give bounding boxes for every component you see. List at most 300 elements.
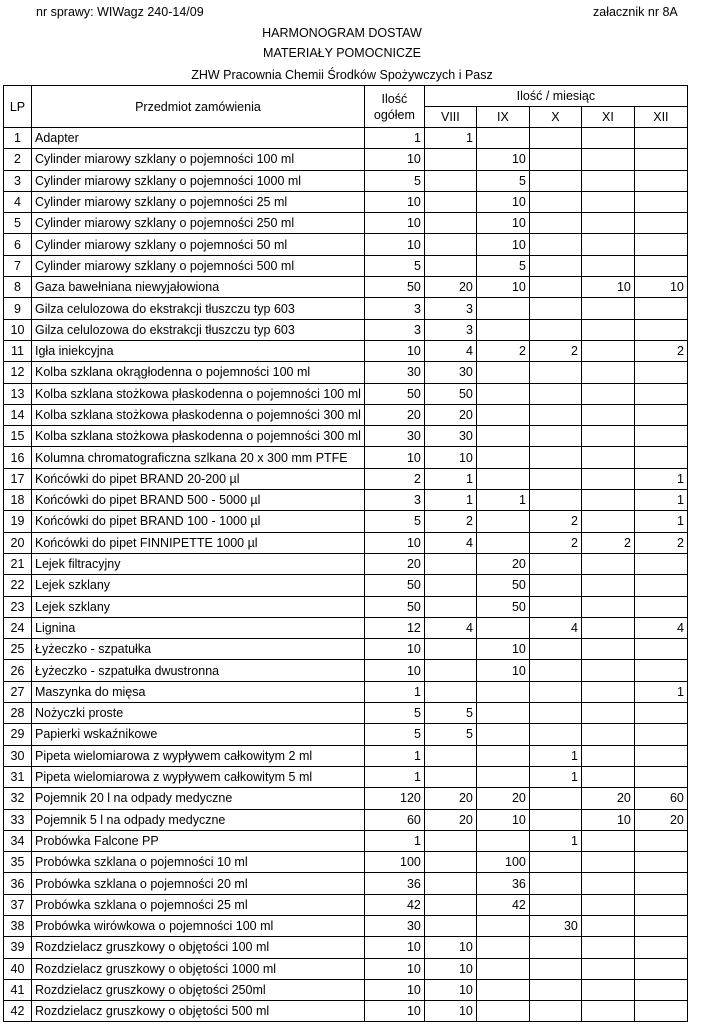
- row-month-qty: [634, 639, 687, 660]
- row-month-qty: [424, 255, 476, 276]
- row-month-qty: [529, 277, 581, 298]
- row-month-qty: [529, 426, 581, 447]
- row-lp: 4: [4, 191, 32, 212]
- table-row: [4, 383, 688, 404]
- row-month-qty: [581, 553, 634, 574]
- table-row: [4, 915, 688, 936]
- table-row: [4, 362, 688, 383]
- row-month-qty: [476, 468, 529, 489]
- row-month-qty: 4: [634, 617, 687, 638]
- row-total: 10: [364, 937, 424, 958]
- row-month-qty: [634, 404, 687, 425]
- row-total: 10: [364, 639, 424, 660]
- row-total: 20: [364, 404, 424, 425]
- table-row: [4, 511, 688, 532]
- row-month-qty: [476, 532, 529, 553]
- row-month-qty: 4: [424, 340, 476, 361]
- row-item-name: Probówka wirówkowa o pojemności 100 ml: [32, 915, 365, 936]
- document-subtitle: MATERIAŁY POMOCNICZE: [263, 46, 421, 60]
- row-month-qty: [634, 234, 687, 255]
- row-item-name: Lejek filtracyjny: [32, 553, 365, 574]
- row-month-qty: [476, 766, 529, 787]
- row-month-qty: 10: [424, 958, 476, 979]
- row-item-name: Rozdzielacz gruszkowy o objętości 250ml: [32, 979, 365, 1000]
- row-month-qty: 1: [529, 745, 581, 766]
- row-month-qty: [634, 873, 687, 894]
- row-month-qty: 30: [424, 426, 476, 447]
- row-month-qty: [634, 596, 687, 617]
- row-item-name: Łyżeczko - szpatułka: [32, 639, 365, 660]
- row-total: 50: [364, 596, 424, 617]
- row-item-name: Cylinder miarowy szklany o pojemności 50 ml: [32, 234, 365, 255]
- row-month-qty: 20: [581, 788, 634, 809]
- row-month-qty: [529, 873, 581, 894]
- row-month-qty: [424, 660, 476, 681]
- row-item-name: Cylinder miarowy szklany o pojemności 250 ml: [32, 213, 365, 234]
- row-month-qty: [424, 915, 476, 936]
- row-month-qty: 2: [581, 532, 634, 553]
- row-total: 50: [364, 383, 424, 404]
- row-total: 2: [364, 468, 424, 489]
- header-lp: LP: [4, 86, 32, 128]
- table-row: [4, 149, 688, 170]
- row-total: 50: [364, 277, 424, 298]
- header-total: [364, 86, 424, 128]
- table-row: [4, 553, 688, 574]
- row-month-qty: [581, 362, 634, 383]
- row-month-qty: [476, 724, 529, 745]
- table-row: [4, 703, 688, 724]
- row-month-qty: [529, 894, 581, 915]
- row-month-qty: 1: [424, 128, 476, 149]
- row-month-qty: 1: [634, 681, 687, 702]
- row-total: 10: [364, 149, 424, 170]
- row-lp: 32: [4, 788, 32, 809]
- table-row: [4, 213, 688, 234]
- row-item-name: Probówka Falcone PP: [32, 830, 365, 851]
- row-month-qty: 60: [634, 788, 687, 809]
- row-total: 10: [364, 191, 424, 212]
- row-month-qty: [634, 170, 687, 191]
- row-month-qty: [634, 298, 687, 319]
- row-lp: 37: [4, 894, 32, 915]
- row-month-qty: [476, 745, 529, 766]
- row-total: 10: [364, 340, 424, 361]
- table-row: [4, 596, 688, 617]
- row-month-qty: [634, 383, 687, 404]
- row-month-qty: [424, 852, 476, 873]
- row-total: 30: [364, 362, 424, 383]
- table-row: [4, 852, 688, 873]
- row-month-qty: [581, 575, 634, 596]
- row-item-name: Kolba szklana okrągłodenna o pojemności 100 ml: [32, 362, 365, 383]
- row-month-qty: 2: [634, 532, 687, 553]
- row-lp: 26: [4, 660, 32, 681]
- row-total: 3: [364, 319, 424, 340]
- row-total: 3: [364, 490, 424, 511]
- row-month-qty: [581, 894, 634, 915]
- row-month-qty: [581, 319, 634, 340]
- row-month-qty: [424, 149, 476, 170]
- row-lp: 29: [4, 724, 32, 745]
- row-item-name: Probówka szklana o pojemności 25 ml: [32, 894, 365, 915]
- row-month-qty: 2: [529, 532, 581, 553]
- row-lp: 22: [4, 575, 32, 596]
- row-month-qty: [529, 937, 581, 958]
- header-month: IX: [476, 107, 529, 128]
- row-total: 5: [364, 255, 424, 276]
- row-month-qty: [476, 937, 529, 958]
- table-row: [4, 979, 688, 1000]
- row-lp: 35: [4, 852, 32, 873]
- row-month-qty: [581, 852, 634, 873]
- row-month-qty: [581, 617, 634, 638]
- row-month-qty: [424, 830, 476, 851]
- row-total: 1: [364, 681, 424, 702]
- row-month-qty: [634, 660, 687, 681]
- row-month-qty: [529, 383, 581, 404]
- row-month-qty: 10: [424, 447, 476, 468]
- row-month-qty: 30: [424, 362, 476, 383]
- row-month-qty: [476, 319, 529, 340]
- table-row: [4, 660, 688, 681]
- row-month-qty: 10: [476, 277, 529, 298]
- row-item-name: Igła iniekcyjna: [32, 340, 365, 361]
- row-month-qty: [424, 745, 476, 766]
- row-month-qty: [634, 191, 687, 212]
- row-month-qty: [424, 873, 476, 894]
- row-lp: 15: [4, 426, 32, 447]
- row-lp: 11: [4, 340, 32, 361]
- row-month-qty: [634, 426, 687, 447]
- row-month-qty: 42: [476, 894, 529, 915]
- row-month-qty: [476, 362, 529, 383]
- row-month-qty: [529, 809, 581, 830]
- row-month-qty: [581, 830, 634, 851]
- row-month-qty: 5: [424, 724, 476, 745]
- row-total: 30: [364, 915, 424, 936]
- row-lp: 3: [4, 170, 32, 191]
- row-month-qty: [529, 660, 581, 681]
- row-month-qty: [634, 362, 687, 383]
- table-row: [4, 766, 688, 787]
- row-total: 10: [364, 958, 424, 979]
- row-month-qty: [581, 234, 634, 255]
- row-month-qty: [634, 575, 687, 596]
- row-month-qty: 10: [581, 809, 634, 830]
- row-item-name: Końcówki do pipet BRAND 500 - 5000 µl: [32, 490, 365, 511]
- row-month-qty: [529, 234, 581, 255]
- row-month-qty: [476, 426, 529, 447]
- row-month-qty: [424, 681, 476, 702]
- header-monthly: Ilość / miesiąc: [424, 86, 687, 107]
- row-month-qty: 20: [476, 788, 529, 809]
- row-lp: 23: [4, 596, 32, 617]
- row-month-qty: 10: [476, 809, 529, 830]
- table-row: [4, 1001, 688, 1022]
- header-item: Przedmiot zamówienia: [32, 86, 365, 128]
- row-lp: 36: [4, 873, 32, 894]
- row-total: 120: [364, 788, 424, 809]
- row-month-qty: [476, 703, 529, 724]
- row-month-qty: [581, 340, 634, 361]
- row-month-qty: [529, 703, 581, 724]
- table-row: [4, 340, 688, 361]
- row-month-qty: [424, 191, 476, 212]
- row-month-qty: [529, 468, 581, 489]
- row-month-qty: 100: [476, 852, 529, 873]
- table-row: [4, 277, 688, 298]
- row-item-name: Pojemnik 20 l na odpady medyczne: [32, 788, 365, 809]
- row-month-qty: 5: [424, 703, 476, 724]
- row-month-qty: [581, 660, 634, 681]
- row-month-qty: 1: [634, 490, 687, 511]
- row-item-name: Łyżeczko - szpatułka dwustronna: [32, 660, 365, 681]
- row-total: 50: [364, 575, 424, 596]
- row-month-qty: 10: [476, 191, 529, 212]
- row-month-qty: 2: [476, 340, 529, 361]
- row-month-qty: 5: [476, 255, 529, 276]
- row-month-qty: [634, 766, 687, 787]
- table-row: [4, 447, 688, 468]
- row-item-name: Kolba szklana stożkowa płaskodenna o pojemności 300 ml: [32, 404, 365, 425]
- row-month-qty: [634, 894, 687, 915]
- row-item-name: Lejek szklany: [32, 596, 365, 617]
- row-item-name: Końcówki do pipet BRAND 20-200 µl: [32, 468, 365, 489]
- row-total: 5: [364, 511, 424, 532]
- table-row: [4, 319, 688, 340]
- row-month-qty: [476, 128, 529, 149]
- table-row: [4, 873, 688, 894]
- row-total: 60: [364, 809, 424, 830]
- row-month-qty: [424, 766, 476, 787]
- row-lp: 24: [4, 617, 32, 638]
- row-month-qty: [529, 958, 581, 979]
- row-month-qty: 1: [476, 490, 529, 511]
- laboratory-name: ZHW Pracownia Chemii Środków Spożywczych i Pasz: [191, 68, 493, 82]
- row-month-qty: [529, 170, 581, 191]
- row-total: 1: [364, 830, 424, 851]
- row-month-qty: [529, 681, 581, 702]
- row-total: 1: [364, 766, 424, 787]
- row-total: 42: [364, 894, 424, 915]
- row-month-qty: [581, 149, 634, 170]
- row-month-qty: [581, 639, 634, 660]
- row-lp: 5: [4, 213, 32, 234]
- row-month-qty: 5: [476, 170, 529, 191]
- row-month-qty: 4: [424, 532, 476, 553]
- table-row: [4, 426, 688, 447]
- row-month-qty: [424, 575, 476, 596]
- row-item-name: Końcówki do pipet FINNIPETTE 1000 µl: [32, 532, 365, 553]
- row-month-qty: 2: [424, 511, 476, 532]
- table-row: [4, 255, 688, 276]
- row-month-qty: 1: [529, 830, 581, 851]
- row-item-name: Pipeta wielomiarowa z wypływem całkowitym 2 ml: [32, 745, 365, 766]
- row-month-qty: 20: [634, 809, 687, 830]
- row-lp: 14: [4, 404, 32, 425]
- row-month-qty: [581, 298, 634, 319]
- row-month-qty: [581, 958, 634, 979]
- row-total: 10: [364, 447, 424, 468]
- row-month-qty: [634, 915, 687, 936]
- document-title: HARMONOGRAM DOSTAW: [262, 26, 422, 40]
- row-month-qty: [476, 298, 529, 319]
- row-month-qty: [529, 490, 581, 511]
- table-row: [4, 830, 688, 851]
- row-month-qty: [634, 830, 687, 851]
- row-lp: 8: [4, 277, 32, 298]
- row-total: 10: [364, 660, 424, 681]
- row-item-name: Kolba szklana stożkowa płaskodenna o pojemności 300 ml: [32, 426, 365, 447]
- row-month-qty: [529, 979, 581, 1000]
- row-item-name: Adapter: [32, 128, 365, 149]
- row-lp: 18: [4, 490, 32, 511]
- row-month-qty: 50: [476, 575, 529, 596]
- attachment-label: załacznik nr 8A: [593, 5, 678, 19]
- row-lp: 16: [4, 447, 32, 468]
- row-month-qty: 10: [476, 660, 529, 681]
- row-month-qty: [581, 170, 634, 191]
- row-total: 5: [364, 703, 424, 724]
- row-month-qty: [476, 404, 529, 425]
- case-number: nr sprawy: WIWagz 240-14/09: [36, 5, 204, 19]
- row-month-qty: [424, 596, 476, 617]
- row-month-qty: 3: [424, 319, 476, 340]
- row-total: 5: [364, 170, 424, 191]
- row-month-qty: [634, 213, 687, 234]
- row-item-name: Probówka szklana o pojemności 20 ml: [32, 873, 365, 894]
- row-month-qty: 10: [476, 639, 529, 660]
- row-month-qty: [581, 447, 634, 468]
- row-lp: 25: [4, 639, 32, 660]
- row-lp: 9: [4, 298, 32, 319]
- table-row: [4, 490, 688, 511]
- row-month-qty: [581, 937, 634, 958]
- row-lp: 2: [4, 149, 32, 170]
- row-lp: 21: [4, 553, 32, 574]
- row-item-name: Cylinder miarowy szklany o pojemności 100 ml: [32, 149, 365, 170]
- row-lp: 33: [4, 809, 32, 830]
- row-lp: 6: [4, 234, 32, 255]
- table-body: [4, 128, 688, 1022]
- row-month-qty: [424, 213, 476, 234]
- table-row: [4, 170, 688, 191]
- row-item-name: Rozdzielacz gruszkowy o objętości 100 ml: [32, 937, 365, 958]
- row-month-qty: [424, 894, 476, 915]
- row-lp: 38: [4, 915, 32, 936]
- row-item-name: Papierki wskaźnikowe: [32, 724, 365, 745]
- row-month-qty: [634, 553, 687, 574]
- row-month-qty: [581, 213, 634, 234]
- row-item-name: Cylinder miarowy szklany o pojemności 500 ml: [32, 255, 365, 276]
- row-lp: 10: [4, 319, 32, 340]
- table-row: [4, 958, 688, 979]
- row-month-qty: [634, 937, 687, 958]
- row-month-qty: 1: [424, 468, 476, 489]
- row-month-qty: [634, 958, 687, 979]
- header-month: XII: [634, 107, 687, 128]
- row-month-qty: [424, 639, 476, 660]
- table-row: [4, 745, 688, 766]
- row-month-qty: [581, 128, 634, 149]
- row-month-qty: 2: [634, 340, 687, 361]
- row-item-name: Gilza celulozowa do ekstrakcji tłuszczu typ 603: [32, 298, 365, 319]
- row-month-qty: 1: [529, 766, 581, 787]
- row-month-qty: [581, 426, 634, 447]
- row-month-qty: [476, 1001, 529, 1022]
- row-lp: 40: [4, 958, 32, 979]
- row-month-qty: 20: [424, 788, 476, 809]
- row-month-qty: 36: [476, 873, 529, 894]
- header-month: VIII: [424, 107, 476, 128]
- row-month-qty: [581, 915, 634, 936]
- row-total: 5: [364, 724, 424, 745]
- row-item-name: Cylinder miarowy szklany o pojemności 1000 ml: [32, 170, 365, 191]
- row-month-qty: [476, 681, 529, 702]
- row-item-name: Rozdzielacz gruszkowy o objętości 500 ml: [32, 1001, 365, 1022]
- header-total-line2: ogółem: [373, 107, 415, 122]
- row-month-qty: [529, 213, 581, 234]
- row-month-qty: [581, 873, 634, 894]
- row-month-qty: 10: [424, 937, 476, 958]
- row-item-name: Lejek szklany: [32, 575, 365, 596]
- row-month-qty: [424, 553, 476, 574]
- row-month-qty: [476, 958, 529, 979]
- row-month-qty: [424, 170, 476, 191]
- row-total: 10: [364, 1001, 424, 1022]
- row-total: 3: [364, 298, 424, 319]
- row-month-qty: [476, 447, 529, 468]
- row-month-qty: [634, 745, 687, 766]
- row-month-qty: [529, 1001, 581, 1022]
- row-item-name: Probówka szklana o pojemności 10 ml: [32, 852, 365, 873]
- row-month-qty: [634, 979, 687, 1000]
- row-month-qty: [581, 511, 634, 532]
- row-item-name: Pipeta wielomiarowa z wypływem całkowitym 5 ml: [32, 766, 365, 787]
- row-month-qty: 10: [581, 277, 634, 298]
- row-month-qty: 20: [476, 553, 529, 574]
- row-total: 100: [364, 852, 424, 873]
- table-row: [4, 788, 688, 809]
- row-month-qty: [581, 745, 634, 766]
- row-lp: 27: [4, 681, 32, 702]
- table-row: [4, 468, 688, 489]
- row-month-qty: [581, 681, 634, 702]
- row-month-qty: [529, 575, 581, 596]
- row-month-qty: 1: [634, 511, 687, 532]
- row-month-qty: [424, 234, 476, 255]
- row-month-qty: [634, 724, 687, 745]
- row-month-qty: [529, 255, 581, 276]
- table-row: [4, 617, 688, 638]
- row-lp: 28: [4, 703, 32, 724]
- row-month-qty: 20: [424, 809, 476, 830]
- row-month-qty: [634, 447, 687, 468]
- row-total: 10: [364, 979, 424, 1000]
- row-month-qty: [581, 1001, 634, 1022]
- table-row: [4, 809, 688, 830]
- row-month-qty: [634, 128, 687, 149]
- row-month-qty: [581, 596, 634, 617]
- row-month-qty: 10: [476, 149, 529, 170]
- row-month-qty: 10: [424, 1001, 476, 1022]
- header-month: X: [529, 107, 581, 128]
- header-total-line1: Ilość: [381, 91, 408, 106]
- row-total: 1: [364, 745, 424, 766]
- row-month-qty: 3: [424, 298, 476, 319]
- row-month-qty: [581, 979, 634, 1000]
